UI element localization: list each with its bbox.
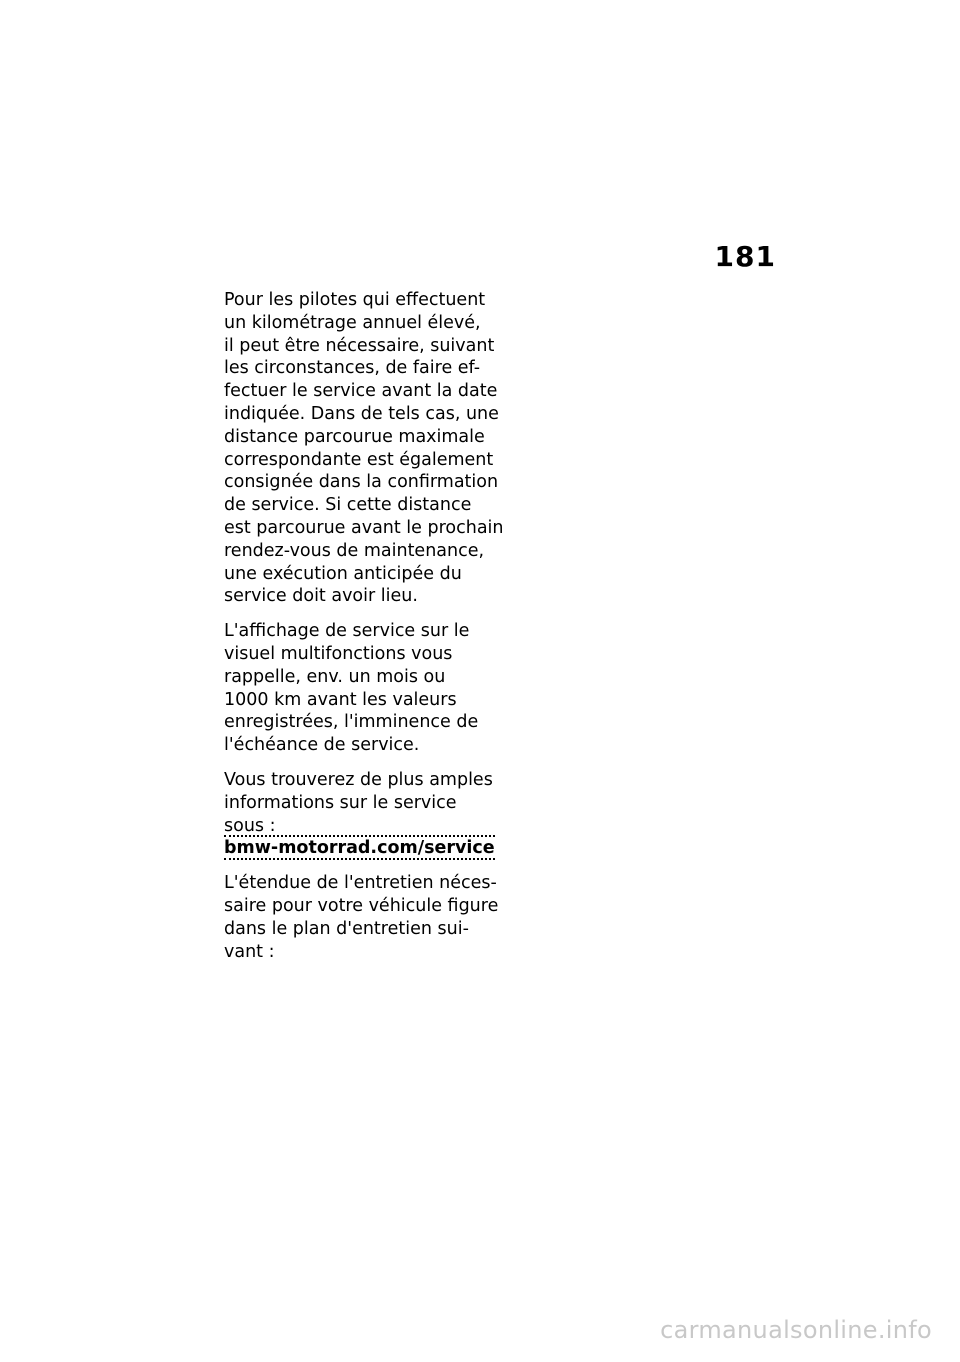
- paragraph-early-service: [224, 289, 504, 608]
- text-line: rendez-vous de maintenance,: [224, 540, 485, 561]
- text-line: correspondante est également: [224, 449, 494, 470]
- text-line: indiquée. Dans de tels cas, une: [224, 403, 499, 424]
- service-website-link[interactable]: bmw-motorrad.com/service: [224, 835, 495, 860]
- text-line: visuel multifonctions vous: [224, 643, 453, 664]
- text-line: vant :: [224, 941, 275, 962]
- text-line: l'échéance de service.: [224, 735, 420, 756]
- text-line: dans le plan d'entretien sui-: [224, 918, 469, 939]
- text-line: une exécution anticipée du: [224, 563, 462, 584]
- link-line: [224, 837, 496, 860]
- text-line: Vous trouverez de plus amples: [224, 769, 493, 790]
- text-line: de service. Si cette distance: [224, 495, 472, 516]
- text-line: les circonstances, de faire ef-: [224, 358, 481, 379]
- text-line: 1000 km avant les valeurs: [224, 689, 457, 710]
- text-line: fectuer le service avant la date: [224, 381, 498, 402]
- text-line: consignée dans la confirmation: [224, 472, 499, 493]
- text-line: sous :: [224, 815, 276, 836]
- text-line: est parcourue avant le prochain: [224, 517, 504, 538]
- text-line: informations sur le service: [224, 792, 457, 813]
- text-line: Pour les pilotes qui effectuent: [224, 290, 486, 310]
- text-line: saire pour votre véhicule figure: [224, 895, 499, 916]
- text-line: enregistrées, l'imminence de: [224, 712, 479, 733]
- text-line: L'affichage de service sur le: [224, 621, 470, 642]
- paragraph-more-info: [224, 769, 496, 860]
- text-line: un kilométrage annuel élevé,: [224, 312, 481, 333]
- text-line: il peut être nécessaire, suivant: [224, 335, 495, 356]
- text-line: distance parcourue maximale: [224, 426, 485, 447]
- text-column: [224, 289, 504, 975]
- paragraph-service-display: [224, 620, 496, 757]
- page-number: 181: [714, 240, 776, 273]
- watermark: carmanualsonline.info: [660, 1316, 932, 1344]
- paragraph-maintenance-scope: [224, 872, 499, 963]
- text-line: L'étendue de l'entretien néces-: [224, 873, 497, 894]
- text-line: rappelle, env. un mois ou: [224, 666, 446, 687]
- text-line: service doit avoir lieu.: [224, 586, 418, 607]
